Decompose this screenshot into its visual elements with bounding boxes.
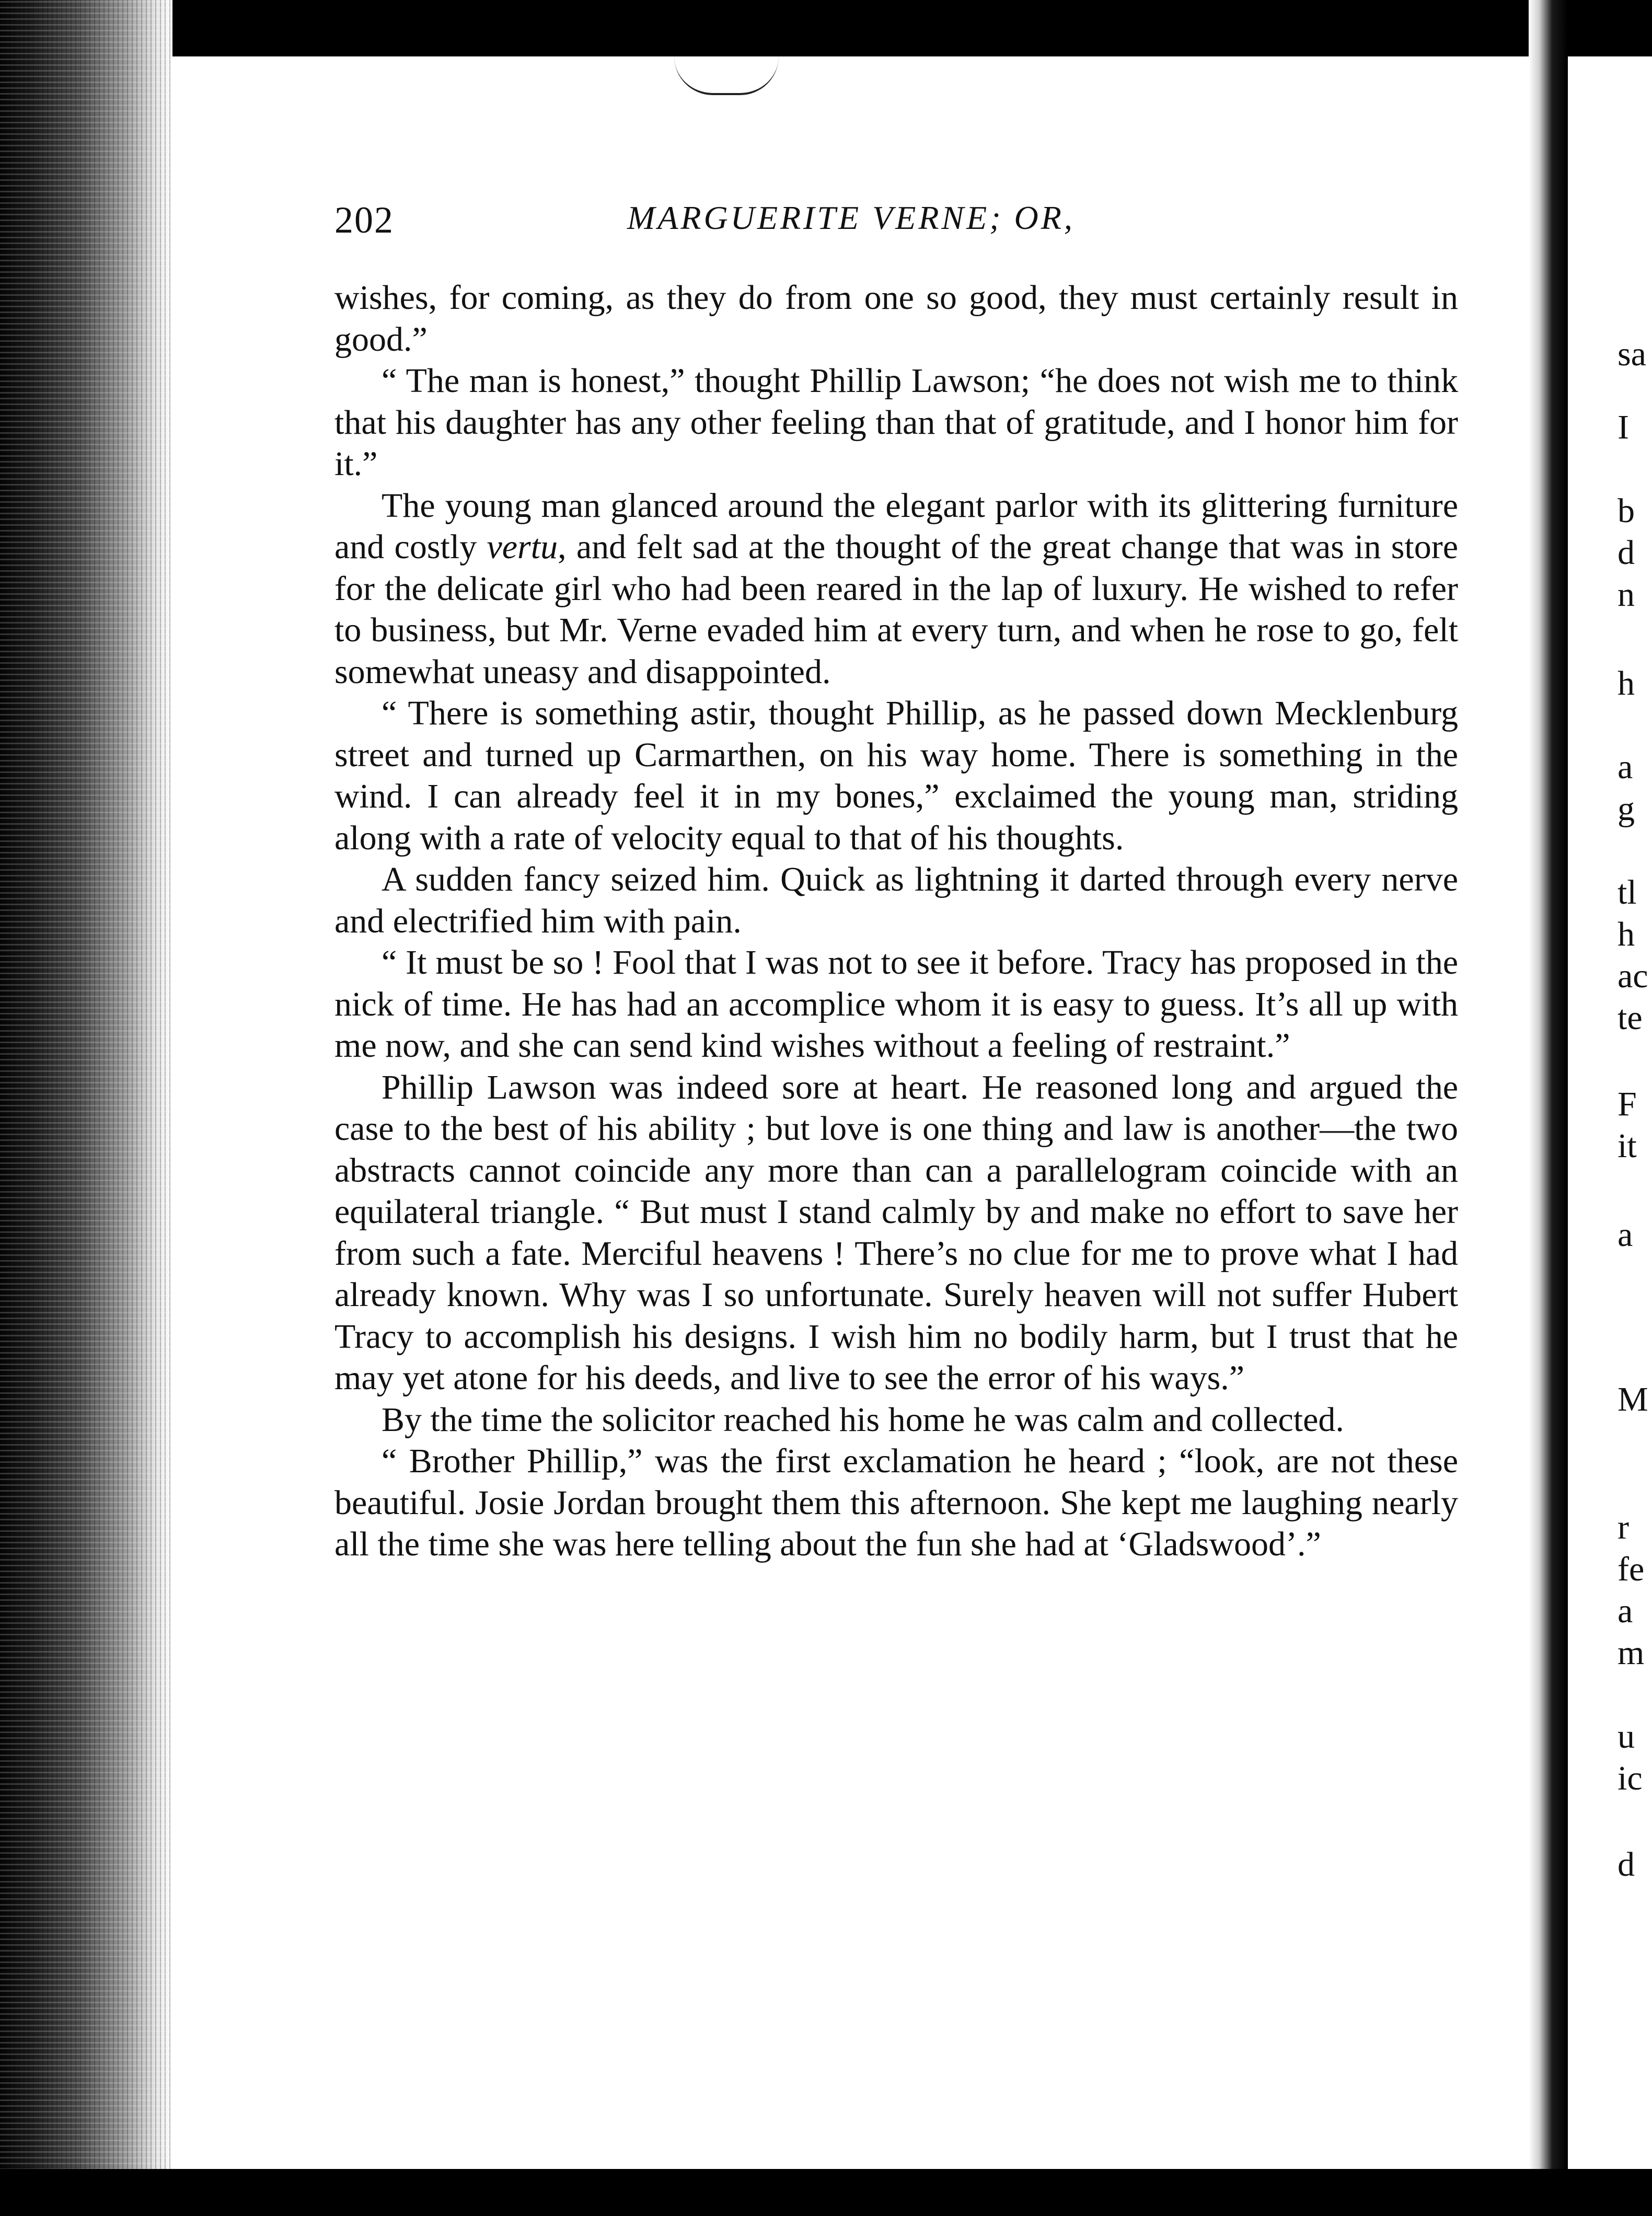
paragraph bbox=[334, 485, 1458, 693]
body-text bbox=[334, 277, 1458, 1565]
italic-text: vertu bbox=[487, 528, 558, 566]
scan-border-top bbox=[0, 0, 1652, 56]
facing-page-fragment: r bbox=[1618, 1508, 1629, 1546]
facing-page-fragment: fe bbox=[1618, 1550, 1645, 1588]
paragraph-text: , and felt sad at the thought of the great change that was in store for the delicate girl who had been reared in the lap of luxury. He wished to refer to business, but Mr. Verne evaded him at every turn, and when he rose to go, felt somewhat uneasy and disappointed. bbox=[334, 528, 1458, 691]
facing-page-fragment: g bbox=[1618, 790, 1635, 828]
paragraph-text: “ It must be so ! Fool that I was not to see it before. Tracy has proposed in the nick of time. He has had an accomplice whom it is easy to guess. It’s all up with me now, and she can send kind wishes without a feeling of restraint.” bbox=[334, 943, 1458, 1065]
facing-page-fragment: n bbox=[1618, 575, 1635, 614]
page-edge-curve bbox=[674, 56, 779, 95]
facing-page-fragment: I bbox=[1618, 408, 1629, 446]
facing-page-fragment: tl bbox=[1618, 873, 1637, 911]
running-head bbox=[334, 199, 1458, 261]
facing-page-fragment: sa bbox=[1618, 335, 1646, 373]
binding-shadow-right bbox=[1529, 0, 1568, 2216]
facing-page-fragment: a bbox=[1618, 748, 1633, 786]
facing-page-fragment: ic bbox=[1618, 1759, 1643, 1797]
paragraph bbox=[334, 360, 1458, 485]
scan-border-bottom bbox=[0, 2169, 1652, 2216]
facing-page-fragment: te bbox=[1618, 999, 1643, 1037]
facing-page-fragment: a bbox=[1618, 1216, 1633, 1254]
facing-page-fragment: M bbox=[1618, 1380, 1648, 1418]
facing-page-fragment: b bbox=[1618, 492, 1635, 530]
facing-page-fragment: d bbox=[1618, 1845, 1635, 1884]
facing-page-fragment: ac bbox=[1618, 957, 1648, 995]
facing-page-fragment: it bbox=[1618, 1127, 1637, 1165]
paragraph-text: “ Brother Phillip,” was the first exclamation he heard ; “look, are not these beautiful. Josie Jordan brought them this afternoon. She kept me laughing nearly all the time she was here telling about the fun she had at ‘Gladswood’.” bbox=[334, 1442, 1458, 1563]
facing-page-fragment: a bbox=[1618, 1592, 1633, 1630]
running-title: MARGUERITE VERNE; OR, bbox=[627, 199, 1075, 236]
facing-page-fragment: m bbox=[1618, 1634, 1645, 1672]
paragraph-text: wishes, for coming, as they do from one so good, they must certainly result in good.” bbox=[334, 279, 1458, 359]
facing-page-fragment: F bbox=[1618, 1085, 1637, 1123]
page-number: 202 bbox=[334, 199, 394, 241]
paragraph-text: A sudden fancy seized him. Quick as lightning it darted through every nerve and electrified him with pain. bbox=[334, 860, 1458, 940]
book-page bbox=[334, 199, 1458, 2106]
paragraph bbox=[334, 692, 1458, 859]
paragraph bbox=[334, 1399, 1458, 1441]
paragraph-text: By the time the solicitor reached his home he was calm and collected. bbox=[382, 1400, 1344, 1439]
paragraph-text: Phillip Lawson was indeed sore at heart. He reasoned long and argued the case to the best of his ability ; but love is one thing and law is another—the two abstracts cannot coincide any more than can a parallelogram coincide with an equilateral triangle. “ But must I stand calmly by and make no effort to save her from such a fate. Merciful heavens ! There’s no clue for me to prove what I had already known. Why was I so unfortunate. Surely heaven will not suffer Hubert Tracy to accomplish his designs. I wish him no bodily harm, but I trust that he may yet atone for his deeds, and live to see the error of his ways.” bbox=[334, 1068, 1458, 1397]
paragraph bbox=[334, 1067, 1458, 1399]
paragraph bbox=[334, 277, 1458, 360]
paragraph-text: “ There is something astir, thought Phillip, as he passed down Mecklenburg street and turned up Carmarthen, on his way home. There is something in the wind. I can already feel it in my bones,” exclaimed the young man, striding along with a rate of velocity equal to that of his thoughts. bbox=[334, 694, 1458, 857]
facing-page-fragment: h bbox=[1618, 915, 1635, 953]
paragraph bbox=[334, 859, 1458, 942]
facing-page-fragment: h bbox=[1618, 664, 1635, 702]
paragraph-text: The young man glanced around the elegant parlor with its glittering furniture and costly bbox=[334, 486, 1458, 566]
paragraph bbox=[334, 942, 1458, 1067]
facing-page-fragment: u bbox=[1618, 1717, 1635, 1756]
binding-speckle-left bbox=[0, 0, 172, 2216]
paragraph bbox=[334, 1440, 1458, 1565]
paragraph-text: “ The man is honest,” thought Phillip Lawson; “he does not wish me to think that his daughter has any other feeling than that of gratitude, and I honor him for it.” bbox=[334, 362, 1458, 483]
facing-page-fragment: d bbox=[1618, 534, 1635, 572]
facing-page-edge bbox=[1618, 0, 1652, 2216]
